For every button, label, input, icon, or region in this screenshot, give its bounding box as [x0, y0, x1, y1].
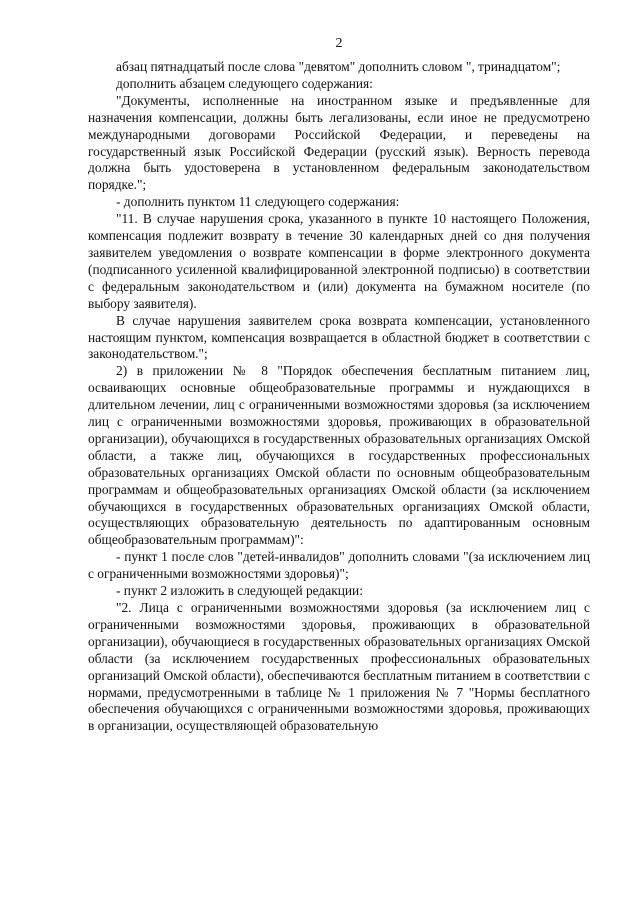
- paragraph-8: - пункт 1 после слов "детей-инвалидов" дополнить словами "(за исключением лиц с ограниченными возможностями здоровья)";: [88, 549, 590, 582]
- paragraph-9: - пункт 2 изложить в следующей редакции:: [116, 583, 363, 599]
- paragraph-10: "2. Лица с ограниченными возможностями здоровья (за исключением лиц с ограниченными возможностями здоровья, проживающих в образовательной организации), обучающиеся в государственных образовательных организациях Омской области (за исключением государственных профессиональных образовательных организаций Омской области), обеспечиваются бесплатным питанием в соответствии с нормами, предусмотренными в таблице № 1 приложения № 7 "Нормы бесплатного обеспечения обучающихся с ограниченными возможностями здоровья, проживающих в организации, осуществляющей образовательную: [88, 600, 590, 734]
- paragraph-3: "Документы, исполненные на иностранном языке и предъявленные для назначения компенсации, должны быть легализованы, если иное не предусмотрено международными договорами Российской Федерации, и переведены на государственный язык Российской Федерации (русский язык). Верность перевода должна быть удостоверена в установленном федеральным законодательством порядке.";: [88, 92, 590, 193]
- paragraph-1: абзац пятнадцатый после слова "девятом" дополнить словом ", тринадцатом";: [116, 59, 561, 74]
- paragraph-7: 2) в приложении № 8 "Порядок обеспечения бесплатным питанием лиц, осваивающих основные общеобразовательные программы и нуждающихся в длительном лечении, лиц с ограниченными возможностями здоровья (за исключением лиц с ограниченными возможностями здоровья, проживающих в образовательной организации), обучающихся в государственных образовательных организациях Омской области, а также лиц, обучающихся в государственных профессиональных образовательных организациях Омской области по основным общеобразовательным программам и общеобразовательных организациях Омской области (за исключением обучающихся в государственных образовательных организациях Омской области, осуществляющих образовательную деятельность по адаптированным основным общеобразовательным программам)":: [88, 363, 590, 548]
- paragraph-2: дополнить абзацем следующего содержания:: [116, 75, 373, 91]
- paragraph-5: "11. В случае нарушения срока, указанного в пункте 10 настоящего Положения, компенсация подлежит возврату в течение 30 календарных дней со дня получения заявителем уведомления о возврате компенсации в форме электронного документа (подписанного усиленной квалифицированной электронной подписью) в соответствии с федеральным законодательством и (или) документа на бумажном носителе (по выбору заявителя).: [88, 211, 590, 311]
- paragraph-6: В случае нарушения заявителем срока возврата компенсации, установленного настоящим пунктом, компенсация возвращается в областной бюджет в соответствии с законодательством.";: [88, 312, 590, 362]
- paragraph-4: - дополнить пунктом 11 следующего содержания:: [116, 194, 400, 210]
- page-number: 2: [335, 36, 343, 51]
- document-body: [88, 59, 590, 735]
